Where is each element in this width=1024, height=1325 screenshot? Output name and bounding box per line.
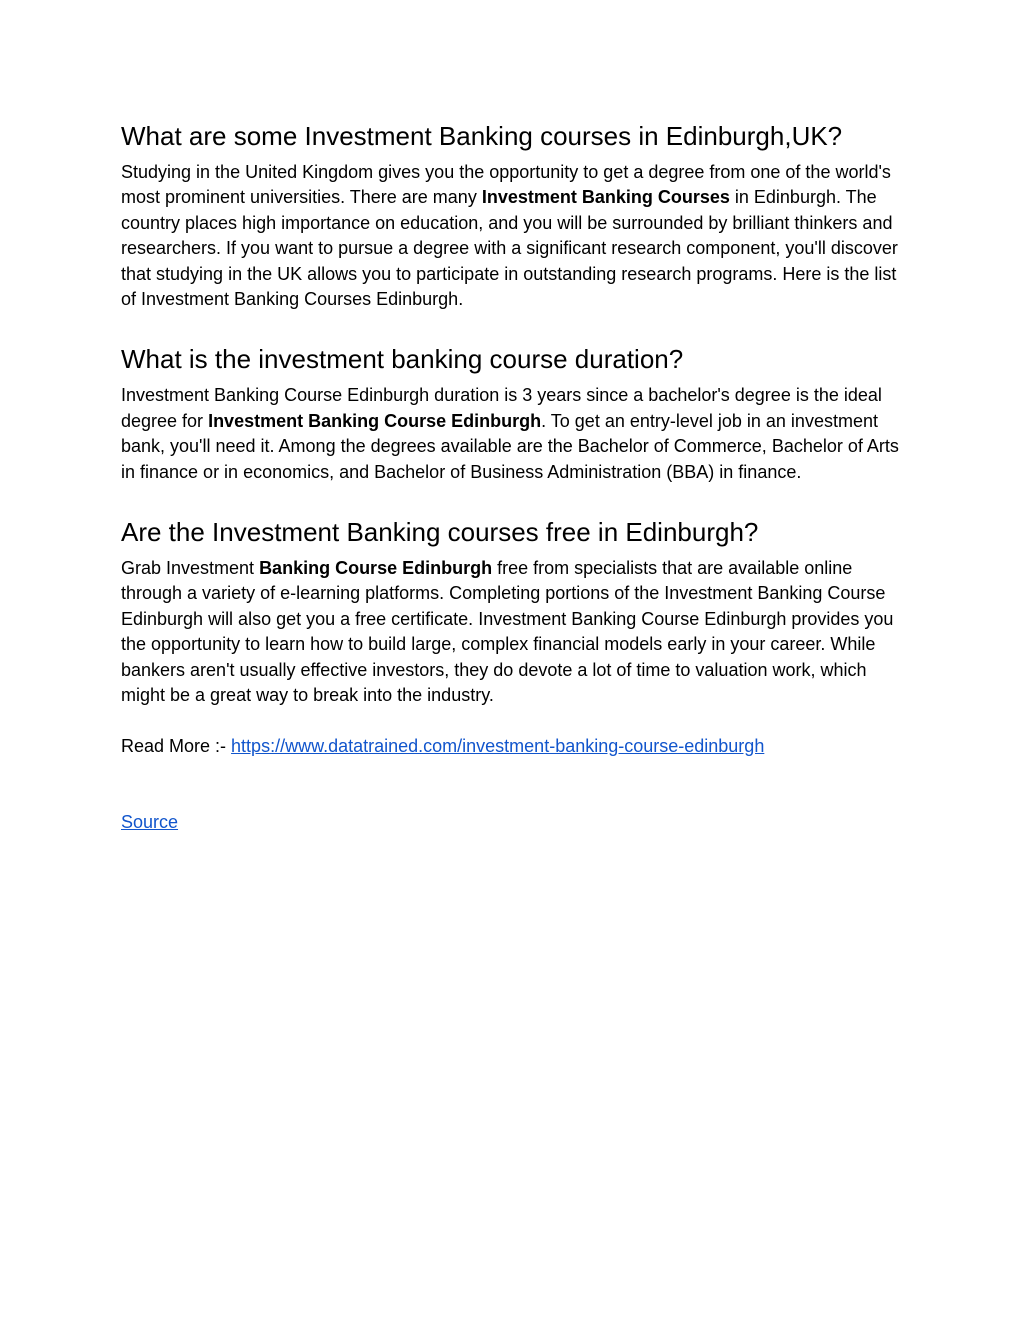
paragraph-duration (121, 383, 911, 485)
paragraph-free-bold: Banking Course Edinburgh (259, 558, 493, 579)
paragraph-duration-text-1: Investment Banking Course Edinburgh duration is 3 years since a bachelor's degree is the ideal degree for (121, 385, 882, 431)
paragraph-courses (121, 160, 911, 312)
paragraph-free (121, 556, 911, 708)
heading-duration: What is the investment banking course duration? (121, 344, 684, 375)
read-more-line (121, 734, 911, 759)
paragraph-courses-text-1: Studying in the United Kingdom gives you the opportunity to get a degree from one of the world's most prominent universities. There are many (121, 162, 891, 208)
paragraph-courses-bold: Investment Banking Courses (481, 187, 730, 208)
heading-courses: What are some Investment Banking courses in Edinburgh,UK? (121, 121, 843, 151)
source-line (121, 810, 911, 835)
document-page (121, 119, 911, 835)
section-free (121, 515, 911, 708)
paragraph-free-text-1: Grab Investment (121, 558, 260, 579)
paragraph-duration-text-2: . To get an entry-level job in an investment bank, you'll need it. Among the degrees available are the Bachelor of Commerce, Bachelor of Arts in finance or in economics, and Bachelor of Business Administration (BBA) in finance. (121, 410, 899, 482)
heading-free: Are the Investment Banking courses free in Edinburgh? (121, 517, 759, 548)
paragraph-duration-bold: Investment Banking Course Edinburgh (208, 410, 542, 431)
read-more-label: Read More :- (121, 735, 232, 756)
section-duration (121, 342, 911, 485)
source-link[interactable]: Source (121, 811, 179, 832)
paragraph-free-text-2: free from specialists that are available online through a variety of e-learning platforms. Completing portions of the Investment Banking Course Edinburgh will also get you a free certificate. Investment Banking Course Edinburgh provides you the opportunity to learn how to build large, complex financial models early in your career. While bankers aren't usually effective investors, they do devote a lot of time to valuation work, which might be a great way to break into the industry. (121, 558, 894, 706)
read-more-link[interactable]: https://www.datatrained.com/investment-banking-course-edinburgh (231, 735, 765, 756)
paragraph-courses-text-2: in Edinburgh. The country places high importance on education, and you will be surrounded by brilliant thinkers and researchers. If you want to pursue a degree with a significant research component, you'll discover that studying in the UK allows you to participate in outstanding research programs. Here is the list of Investment Banking Courses Edinburgh. (121, 187, 898, 310)
section-courses (121, 119, 911, 312)
